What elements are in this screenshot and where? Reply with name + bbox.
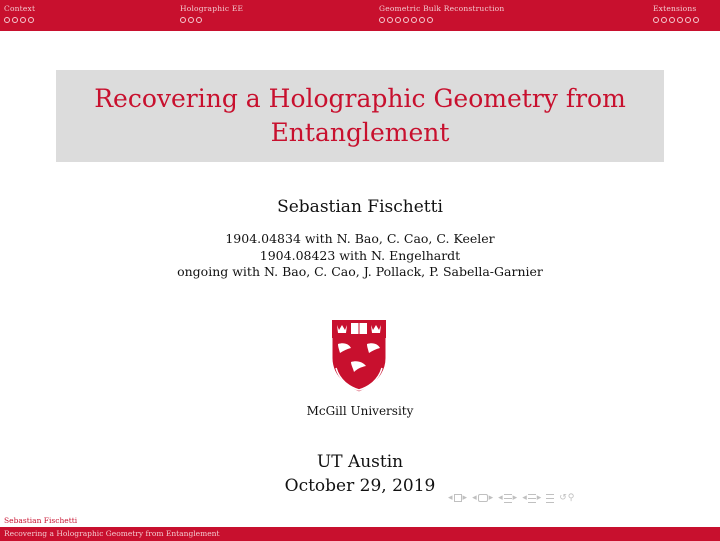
nav-section-geometric-bulk-reconstruction[interactable] [379,4,504,30]
nav-section-context[interactable] [4,4,35,30]
appendix-navigation[interactable] [546,494,554,503]
subsection-navigation[interactable] [472,493,493,503]
arrow-left-icon[interactable]: ◂ [472,493,477,503]
reference-line: 1904.08423 with N. Engelhardt [259,247,461,263]
reference-list [0,231,720,281]
nav-slide-dots [4,17,35,23]
document-icon[interactable] [528,494,536,503]
nav-slide-dots [379,17,504,23]
frame-icon[interactable] [478,494,488,502]
document-navigation[interactable] [522,493,541,503]
slide-icon[interactable] [454,494,462,502]
arrow-left-icon[interactable]: ◂ [522,493,527,503]
nav-section-label[interactable]: Holographic EE [180,4,244,13]
footer-author: Sebastian Fischetti [4,516,78,525]
slide-dot[interactable] [4,17,10,23]
slide-dot[interactable] [693,17,699,23]
slide-dot[interactable] [28,17,34,23]
slide-dot[interactable] [419,17,425,23]
nav-section-extensions[interactable] [653,4,699,30]
nav-section-label[interactable]: Extensions [653,4,697,13]
institution-name: McGill University [306,404,414,418]
magnifier-icon[interactable]: ⚲ [567,493,575,503]
frame-navigation[interactable] [448,493,467,503]
top-navigation-bar [0,0,720,31]
mcgill-crest-logo [330,318,388,394]
title-box [56,70,664,162]
arrow-left-icon[interactable]: ◂ [498,493,503,503]
search-navigation[interactable] [559,493,574,503]
section-navigation[interactable] [498,493,517,503]
slide-dot[interactable] [653,17,659,23]
slide-dot[interactable] [12,17,18,23]
slide-dot[interactable] [669,17,675,23]
footer-title-bar [0,527,720,541]
presentation-title: Recovering a Holographic Geometry from Entanglement [94,84,626,147]
arrow-right-icon[interactable]: ▸ [512,493,518,503]
slide-dot[interactable] [395,17,401,23]
slide-dot[interactable] [20,17,26,23]
section-icon[interactable] [504,494,512,503]
slide-dot[interactable] [196,17,202,23]
nav-section-holographic-ee[interactable] [180,4,243,30]
arrow-right-icon[interactable]: ▸ [536,493,542,503]
footer-author-bar [0,514,720,527]
appendix-icon[interactable] [546,494,554,503]
arrow-right-icon[interactable]: ▸ [488,493,494,503]
slide-dot[interactable] [677,17,683,23]
slide-dot[interactable] [379,17,385,23]
slide-dot[interactable] [427,17,433,23]
arrow-right-icon[interactable]: ▸ [462,493,468,503]
slide-dot[interactable] [685,17,691,23]
search-icon[interactable]: ↺ [559,493,567,503]
nav-slide-dots [653,17,699,23]
reference-line: 1904.04834 with N. Bao, C. Cao, C. Keeler [225,231,495,246]
slide-dot[interactable] [661,17,667,23]
slide-dot[interactable] [411,17,417,23]
slide-dot[interactable] [188,17,194,23]
footer-title: Recovering a Holographic Geometry from Entanglement [4,529,220,538]
author-name: Sebastian Fischetti [277,197,443,217]
nav-slide-dots [180,17,243,23]
venue-date: October 29, 2019 [284,476,436,496]
slide-dot[interactable] [403,17,409,23]
venue-place: UT Austin [316,452,404,472]
venue-block [0,450,720,498]
slide-dot[interactable] [387,17,393,23]
slide-dot[interactable] [180,17,186,23]
arrow-left-icon[interactable]: ◂ [448,493,453,503]
nav-section-label[interactable]: Geometric Bulk Reconstruction [379,4,505,13]
beamer-navigation-symbols [448,490,574,506]
reference-line: ongoing with N. Bao, C. Cao, J. Pollack, P. Sabella-Garnier [177,264,543,279]
nav-section-label[interactable]: Context [4,4,36,13]
